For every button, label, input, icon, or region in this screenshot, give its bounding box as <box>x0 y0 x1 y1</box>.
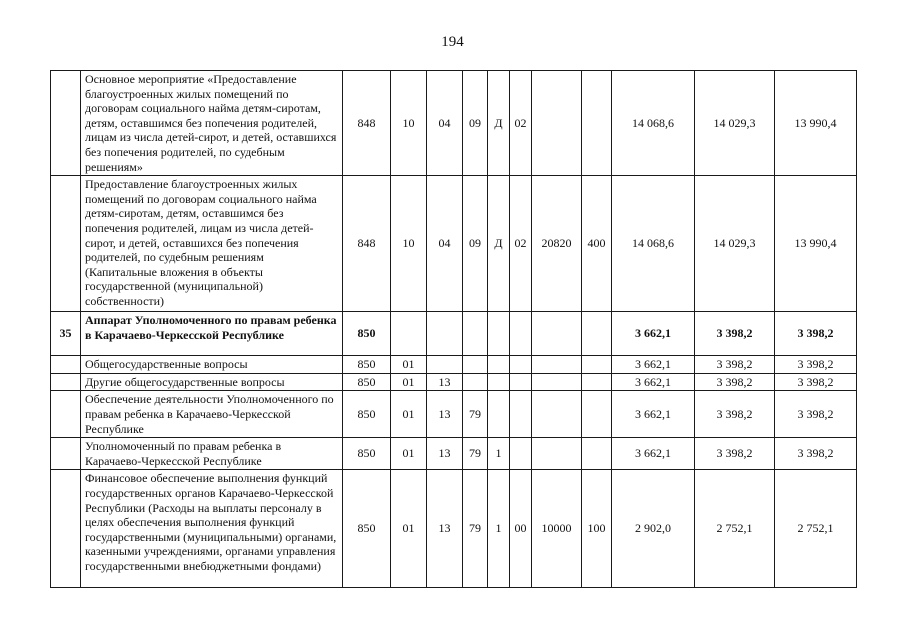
row-index <box>51 438 81 470</box>
table-row <box>51 71 857 176</box>
code-section: 01 <box>391 391 427 438</box>
code-expense-type <box>582 312 612 356</box>
amount-year-2: 3 398,2 <box>695 438 775 470</box>
amount-year-1: 3 662,1 <box>612 438 695 470</box>
row-index <box>51 373 81 391</box>
code-expense-type <box>582 391 612 438</box>
code-expense-type: 100 <box>582 470 612 588</box>
code-direction: 20820 <box>532 176 582 312</box>
code-expense-type <box>582 356 612 374</box>
code-grbs: 850 <box>343 438 391 470</box>
code-expense-type <box>582 438 612 470</box>
code-program <box>463 373 488 391</box>
code-expense-type <box>582 71 612 176</box>
amount-year-3: 2 752,1 <box>775 470 857 588</box>
code-section: 01 <box>391 373 427 391</box>
amount-year-3: 3 398,2 <box>775 373 857 391</box>
code-direction <box>532 312 582 356</box>
code-program: 09 <box>463 71 488 176</box>
amount-year-3: 13 990,4 <box>775 176 857 312</box>
code-grbs: 850 <box>343 312 391 356</box>
code-grbs: 850 <box>343 373 391 391</box>
row-name: Уполномоченный по правам ребенка в Карачаево-Черкесской Республике <box>81 438 343 470</box>
code-program: 79 <box>463 470 488 588</box>
code-activity <box>510 438 532 470</box>
code-subprogram <box>488 391 510 438</box>
row-name: Общегосударственные вопросы <box>81 356 343 374</box>
amount-year-3: 3 398,2 <box>775 438 857 470</box>
code-direction <box>532 373 582 391</box>
code-subsection <box>427 356 463 374</box>
row-index <box>51 176 81 312</box>
amount-year-3: 3 398,2 <box>775 391 857 438</box>
row-index <box>51 356 81 374</box>
table-row <box>51 356 857 374</box>
row-name: Аппарат Уполномоченного по правам ребенка в Карачаево-Черкесской Республике <box>81 312 343 356</box>
code-program <box>463 312 488 356</box>
row-index: 35 <box>51 312 81 356</box>
code-section <box>391 312 427 356</box>
code-grbs: 850 <box>343 391 391 438</box>
row-index <box>51 391 81 438</box>
row-name: Обеспечение деятельности Уполномоченного по правам ребенка в Карачаево-Черкесской Республике <box>81 391 343 438</box>
code-direction <box>532 71 582 176</box>
amount-year-2: 3 398,2 <box>695 373 775 391</box>
code-subsection: 13 <box>427 391 463 438</box>
amount-year-2: 3 398,2 <box>695 312 775 356</box>
row-index <box>51 470 81 588</box>
code-program: 79 <box>463 391 488 438</box>
code-section: 01 <box>391 438 427 470</box>
code-subsection <box>427 312 463 356</box>
row-name: Основное мероприятие «Предоставление благоустроенных жилых помещений по договорам социального найма детям-сиротам, детям, оставшимся без попечения родителей, лицам из числа детей-сирот, и детей, оставшихся без попечения родителей, по судебным решениям» <box>81 71 343 176</box>
amount-year-2: 3 398,2 <box>695 356 775 374</box>
code-subsection: 13 <box>427 470 463 588</box>
code-grbs: 848 <box>343 71 391 176</box>
amount-year-1: 3 662,1 <box>612 312 695 356</box>
code-section: 01 <box>391 470 427 588</box>
code-activity <box>510 312 532 356</box>
code-activity: 02 <box>510 176 532 312</box>
table-row <box>51 373 857 391</box>
code-expense-type: 400 <box>582 176 612 312</box>
code-subsection: 04 <box>427 176 463 312</box>
table-row <box>51 438 857 470</box>
amount-year-1: 3 662,1 <box>612 356 695 374</box>
code-section: 01 <box>391 356 427 374</box>
row-name: Другие общегосударственные вопросы <box>81 373 343 391</box>
code-expense-type <box>582 373 612 391</box>
amount-year-1: 3 662,1 <box>612 391 695 438</box>
code-section: 10 <box>391 71 427 176</box>
amount-year-2: 2 752,1 <box>695 470 775 588</box>
code-subsection: 13 <box>427 438 463 470</box>
code-subprogram <box>488 356 510 374</box>
amount-year-2: 3 398,2 <box>695 391 775 438</box>
table-row <box>51 176 857 312</box>
page-number: 194 <box>441 34 464 50</box>
code-program <box>463 356 488 374</box>
amount-year-1: 2 902,0 <box>612 470 695 588</box>
amount-year-1: 14 068,6 <box>612 71 695 176</box>
code-subsection: 13 <box>427 373 463 391</box>
amount-year-3: 3 398,2 <box>775 356 857 374</box>
code-subprogram <box>488 373 510 391</box>
code-subprogram: Д <box>488 71 510 176</box>
code-subprogram: 1 <box>488 438 510 470</box>
code-subprogram: 1 <box>488 470 510 588</box>
code-section: 10 <box>391 176 427 312</box>
code-activity <box>510 356 532 374</box>
row-name: Предоставление благоустроенных жилых помещений по договорам социального найма детям-сиротам, детям, оставшимся без попечения родителей, лицам из числа детей-сирот, и детей, оставшихся без попечения родителей, по судебным решениям (Капитальные вложения в объекты государственной (муниципальной) собственности) <box>81 176 343 312</box>
code-grbs: 848 <box>343 176 391 312</box>
table-row <box>51 470 857 588</box>
table-row <box>51 312 857 356</box>
amount-year-3: 13 990,4 <box>775 71 857 176</box>
code-activity: 00 <box>510 470 532 588</box>
code-direction: 10000 <box>532 470 582 588</box>
table-row <box>51 391 857 438</box>
row-index <box>51 71 81 176</box>
amount-year-1: 14 068,6 <box>612 176 695 312</box>
code-subsection: 04 <box>427 71 463 176</box>
code-subprogram: Д <box>488 176 510 312</box>
code-program: 09 <box>463 176 488 312</box>
amount-year-1: 3 662,1 <box>612 373 695 391</box>
code-subprogram <box>488 312 510 356</box>
budget-table <box>50 70 857 588</box>
amount-year-3: 3 398,2 <box>775 312 857 356</box>
code-activity <box>510 391 532 438</box>
row-name: Финансовое обеспечение выполнения функций государственных органов Карачаево-Черкесской Республики (Расходы на выплаты персоналу в целях обеспечения выполнения функций государственными (муниципальными) органами, казенными учреждениями, органами управления государственными внебюджетными фондами) <box>81 470 343 588</box>
code-direction <box>532 356 582 374</box>
code-activity <box>510 373 532 391</box>
amount-year-2: 14 029,3 <box>695 71 775 176</box>
amount-year-2: 14 029,3 <box>695 176 775 312</box>
code-direction <box>532 438 582 470</box>
code-grbs: 850 <box>343 356 391 374</box>
code-program: 79 <box>463 438 488 470</box>
code-direction <box>532 391 582 438</box>
code-grbs: 850 <box>343 470 391 588</box>
code-activity: 02 <box>510 71 532 176</box>
